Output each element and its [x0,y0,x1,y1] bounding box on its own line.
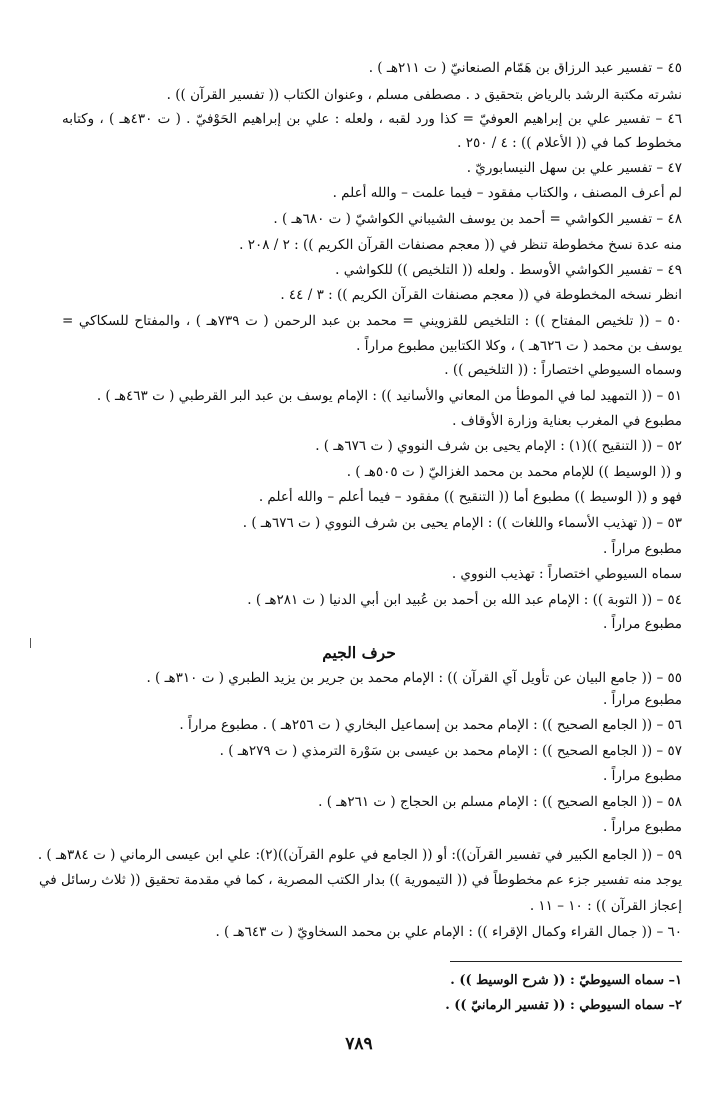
entry-57: ٥٧ – (( الجامع الصحيح )) : الإمام محمد بن عيسى بن سَوْرة الترمذي ( ت ٢٧٩هـ ) . [219,743,682,759]
entry-51-note: مطبوع في المغرب بعناية وزارة الأوقاف . [452,413,682,429]
entry-55-note: مطبوع مراراً . [603,692,682,708]
entry-50: ٥٠ – (( تلخيص المفتاح )) : التلخيص للقزويني = محمد بن عبد الرحمن ( ت ٧٣٩هـ ) ، والمفتاح للسكاكي = [62,313,682,329]
entry-54-note: مطبوع مراراً . [603,616,682,632]
entry-60: ٦٠ – (( جمال القراء وكمال الإقراء )) : الإمام علي بن محمد السخاويّ ( ت ٦٤٣هـ ) . [215,924,682,940]
entry-58-note: مطبوع مراراً . [603,819,682,835]
entry-53-note-2: سماه السيوطي اختصاراً : تهذيب النووي . [451,566,682,582]
page-number: ٧٨٩ [345,1034,373,1054]
entry-52-note-2: فهو و (( الوسيط )) مطبوع أما (( التنقيح )) مفقود – فيما أعلم – والله أعلم . [258,489,682,505]
entry-57-note: مطبوع مراراً . [603,768,682,784]
entry-52: ٥٢ – (( التنقيح ))(١) : الإمام يحيى بن شرف النووي ( ت ٦٧٦هـ ) . [315,438,682,454]
entry-50-note: وسماه السيوطي اختصاراً : (( التلخيص )) . [444,362,682,378]
entry-52-note-1: و (( الوسيط )) للإمام محمد بن محمد الغزاليّ ( ت ٥٠٥هـ ) . [346,464,682,480]
entry-49: ٤٩ – تفسير الكواشي الأوسط . ولعله (( التلخيص )) للكواشي . [335,262,682,278]
footnote-divider [450,961,682,962]
entry-47-note: لم أعرف المصنف ، والكتاب مفقود – فيما علمت – والله أعلم . [332,185,682,201]
margin-mark [30,638,31,648]
entry-53: ٥٣ – (( تهذيب الأسماء واللغات )) : الإمام يحيى بن شرف النووي ( ت ٦٧٦هـ ) . [242,515,682,531]
entry-53-note-1: مطبوع مراراً . [603,541,682,557]
entry-45-note: نشرته مكتبة الرشد بالرياض بتحقيق د . مصطفى مسلم ، وعنوان الكتاب (( تفسير القرآن )) . [166,87,682,103]
section-heading: حرف الجيم [322,643,396,662]
entry-54: ٥٤ – (( التوبة )) : الإمام عبد الله بن أحمد بن عُبيد ابن أبي الدنيا ( ت ٢٨١هـ ) . [247,592,682,608]
entry-47: ٤٧ – تفسير علي بن سهل النيسابوريّ . [466,160,682,176]
footnote-1: ١– سماه السيوطيّ : (( شرح الوسيط )) . [450,973,682,988]
entry-49-note: انظر نسخه المخطوطة في (( معجم مصنفات القرآن الكريم )) : ٣ / ٤٤ . [280,287,682,303]
entry-56: ٥٦ – (( الجامع الصحيح )) : الإمام محمد بن إسماعيل البخاري ( ت ٢٥٦هـ ) . مطبوع مراراً . [179,717,682,733]
footnote-2: ٢– سماه السيوطي : (( تفسير الرمانيّ )) . [445,998,682,1013]
entry-55: ٥٥ – (( جامع البيان عن تأويل آي القرآن )) : الإمام محمد بن جرير بن يزيد الطبري ( ت ٣١٠هـ ) . [146,670,682,686]
entry-51: ٥١ – (( التمهيد لما في الموطأ من المعاني والأسانيد )) : الإمام يوسف بن عبد البر القرطبي ( ت ٤٦٣هـ ) . [96,388,682,404]
entry-59-note: يوجد منه تفسير جزء عم مخطوطاً في (( التيمورية )) بدار الكتب المصرية ، كما في مقدمة تحقيق (( ثلاث رسائل في [38,872,682,888]
entry-45: ٤٥ – تفسير عبد الرزاق بن هَمّام الصنعانيّ ( ت ٢١١هـ ) . [368,60,682,76]
entry-50-cont: يوسف بن محمد ( ت ٦٢٦هـ ) ، وكلا الكتابين مطبوع مراراً . [356,338,682,354]
body-text [37,0,682,1097]
entry-59-cont: إعجاز القرآن )) : ١٠ – ١١ . [529,898,682,914]
entry-59: ٥٩ – (( الجامع الكبير في تفسير القرآن)): أو (( الجامع في علوم القرآن))(٢): علي ابن عيسى الرماني ( ت ٣٨٤هـ ) . [37,847,682,863]
entry-46: ٤٦ – تفسير علي بن إبراهيم العوفيّ = كذا ورد لقبه ، ولعله : علي بن إبراهيم الحَوْفيّ . ( ت ٤٣٠هـ ) ، وكتابه [62,111,682,127]
entry-46-note: مخطوط كما في (( الأعلام )) : ٤ / ٢٥٠ . [457,135,682,151]
entry-48-note: منه عدة نسخ مخطوطة تنظر في (( معجم مصنفات القرآن الكريم )) : ٢ / ٢٠٨ . [239,237,682,253]
entry-48: ٤٨ – تفسير الكواشي = أحمد بن يوسف الشيباني الكواشيّ ( ت ٦٨٠هـ ) . [273,211,682,227]
entry-58: ٥٨ – (( الجامع الصحيح )) : الإمام مسلم بن الحجاج ( ت ٢٦١هـ ) . [318,794,682,810]
